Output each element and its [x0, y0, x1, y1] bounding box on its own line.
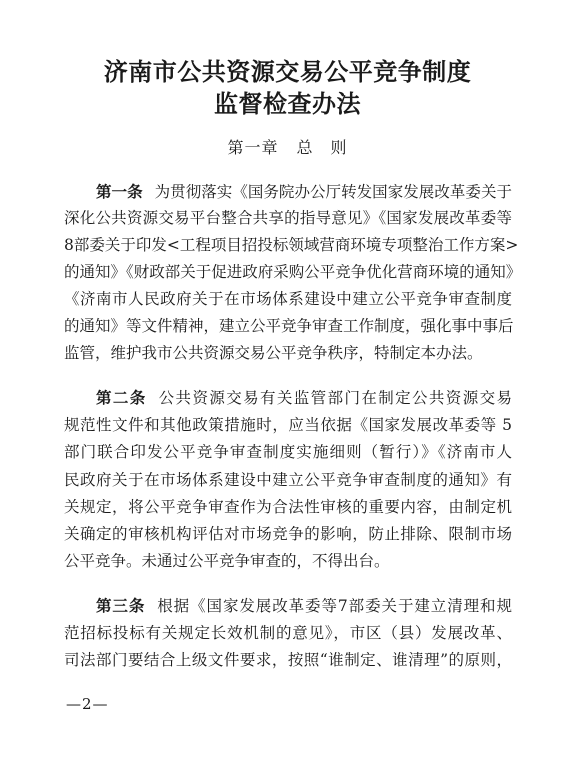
article-3-line-1: [96, 594, 512, 618]
chapter-name: 总 则: [296, 138, 348, 157]
article-1-line-3: 8部委关于印发<工程项目招投标领域营商环境专项整治工作方案>: [64, 236, 519, 254]
article-3-line-2: 范招标投标有关规定长效机制的意见》，市区（县）发展改革、: [64, 624, 512, 642]
article-2-line-5: 关规定，将公平竞争审查作为合法性审核的重要内容，由制定机: [64, 498, 512, 516]
article-2-line-1: [96, 386, 512, 410]
article-2-line-7: 公平竞争。未通过公平竞争审查的，不得出台。: [64, 552, 390, 570]
document-title-line-2: 监督检查办法: [214, 89, 361, 118]
article-1-line-5: 《济南市人民政府关于在市场体系建设中建立公平竞争审查制度: [64, 290, 512, 308]
article-3-text: 根据《国家发展改革委等7部委关于建立清理和规: [157, 597, 512, 615]
article-3-line-3: 司法部门要结合上级文件要求，按照“谁制定、谁清理”的原则，: [64, 651, 512, 669]
article-1-line-4: 的通知》《财政部关于促进政府采购公平竞争优化营商环境的通知》: [64, 263, 522, 281]
article-1-line-6: 的通知》等文件精神，建立公平竞争审查工作制度，强化事中事后: [64, 317, 514, 335]
article-2-line-2: 规范性文件和其他政策措施时，应当依据《国家发展改革委等 5: [64, 416, 512, 434]
document-title-line-1: 济南市公共资源交易公平竞争制度: [103, 57, 472, 86]
article-1-label: 第一条: [96, 182, 143, 201]
chapter-number: 第一章: [227, 138, 279, 157]
page-number: —2—: [66, 695, 109, 713]
article-2-label: 第二条: [96, 388, 147, 407]
article-1-text: 为贯彻落实《国务院办公厅转发国家发展改革委关于: [154, 183, 512, 201]
article-1-line-7: 监管，维护我市公共资源交易公平竞争秩序，特制定本办法。: [64, 344, 483, 362]
article-2-line-6: 关确定的审核机构评估对市场竞争的影响，防止排除、限制市场: [64, 525, 512, 543]
article-2-line-3: 部门联合印发公平竞争审查制度实施细则（暂行）》《济南市人: [64, 443, 512, 461]
article-1-line-1: [96, 180, 512, 204]
article-2-text: 公共资源交易有关监管部门在制定公共资源交易: [158, 389, 512, 407]
chapter-heading: [0, 137, 575, 159]
article-2-line-4: 民政府关于在市场体系建设中建立公平竞争审查制度的通知》有: [64, 471, 512, 489]
article-3-label: 第三条: [96, 596, 146, 615]
article-1-line-2: 深化公共资源交易平台整合共享的指导意见》《国家发展改革委等: [64, 209, 512, 227]
